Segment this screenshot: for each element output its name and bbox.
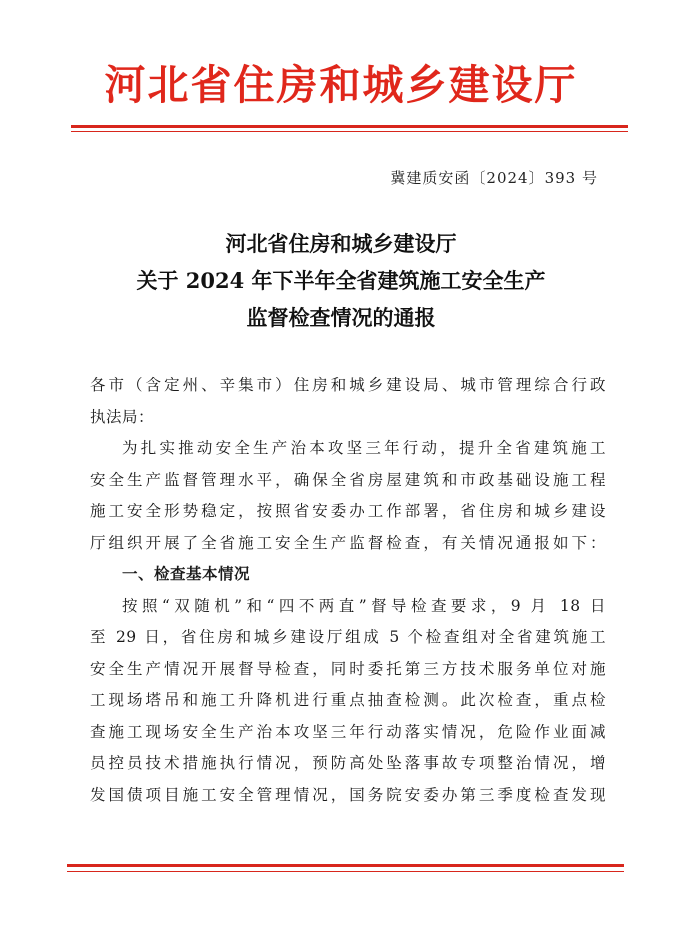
paragraph-line: 员控员技术措施执行情况，预防高处坠落事故专项整治情况，增 <box>90 754 606 772</box>
salutation-line: 各市（含定州、辛集市）住房和城乡建设局、城市管理综合行政 <box>90 376 606 394</box>
paragraph-line: 查施工现场安全生产治本攻坚三年行动落实情况，危险作业面减 <box>90 722 606 741</box>
masthead-red-rule <box>71 125 628 128</box>
paragraph-line: 安全生产情况开展督导检查，同时委托第三方技术服务单位对施 <box>90 659 606 678</box>
document-body <box>90 370 606 811</box>
paragraph-line: 发国债项目施工安全管理情况，国务院安委办第三季度检查发现 <box>90 785 606 804</box>
title-line-3: 监督检查情况的通报 <box>246 305 436 330</box>
issuer-masthead: 河北省住房和城乡建设厅 <box>104 61 578 109</box>
paragraph-line: 为扎实推动安全生产治本攻坚三年行动，提升全省建筑施工 <box>122 439 606 457</box>
paragraph-line: 至 29 日，省住房和城乡建设厅组成 5 个检查组对全省建筑施工 <box>90 628 606 646</box>
footer-red-rule-thin <box>67 871 624 872</box>
section-heading: 一、检查基本情况 <box>122 565 251 583</box>
title-line-1: 河北省住房和城乡建设厅 <box>225 231 457 256</box>
paragraph-line: 按照“双随机”和“四不两直”督导检查要求，9 月 18 日 <box>122 596 606 615</box>
paragraph-line: 施工安全形势稳定，按照省安委办工作部署，省住房和城乡建设 <box>90 502 606 520</box>
paragraph-line: 厅组织开展了全省施工安全生产监督检查，有关情况通报如下： <box>90 533 606 552</box>
masthead-red-rule-thin <box>71 131 628 132</box>
paragraph-line: 安全生产监督管理水平，确保全省房屋建筑和市政基础设施工程 <box>90 470 606 489</box>
salutation-line: 执法局： <box>90 407 155 426</box>
title-line-2: 关于 2024 年下半年全省建筑施工安全生产 <box>136 268 546 293</box>
document-number: 冀建质安函〔2024〕393 号 <box>390 169 598 187</box>
footer-red-rule <box>67 864 624 867</box>
paragraph-line: 工现场塔吊和施工升降机进行重点抽查检测。此次检查，重点检 <box>90 691 606 709</box>
document-title <box>0 225 682 336</box>
